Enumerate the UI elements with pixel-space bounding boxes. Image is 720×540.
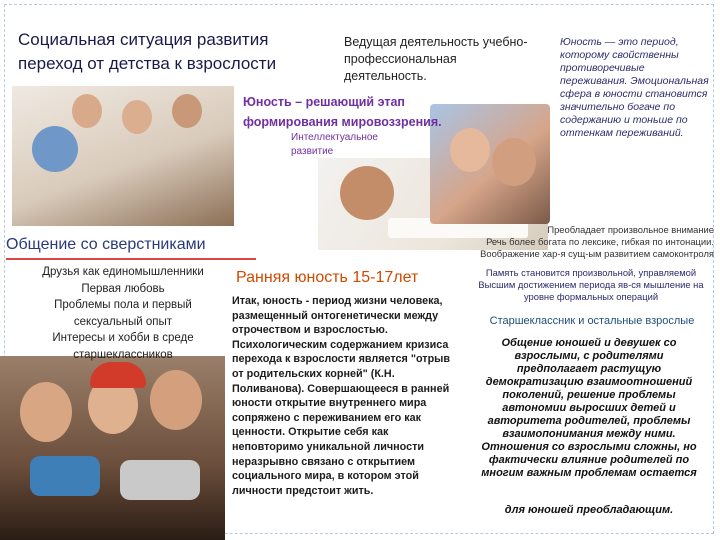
attention-block	[460, 224, 714, 260]
face-shape	[172, 94, 202, 128]
clothing-shape	[120, 460, 200, 500]
group-of-friends-photo	[0, 356, 225, 540]
peers-heading: Общение со сверстниками	[6, 236, 206, 253]
page-title	[18, 28, 276, 76]
face-shape	[340, 166, 394, 220]
imagination-line: Воображение хар-я сущ-ым развитием самоконтроля	[480, 248, 714, 259]
youth-heading: Юность – решающий этап формирования мировоззрения.	[243, 95, 442, 129]
elders-relations-text: Общение юношей и девушек со взрослыми, с родителями предполагает растущую демократизацию взаимоотношений поколений, решение проблемы автономии выросших детей и авторитета родителей, проблемы взаимопонимания между ними. Отношения со взрослыми сложны, но фактически влияние родителей по многим важным проблемам остается	[481, 337, 697, 479]
memory-line: Память становится произвольной, управляемой	[485, 267, 697, 278]
list-item: Друзья как единомышленники	[42, 266, 204, 278]
list-item: Первая любовь	[81, 282, 165, 295]
lead-activity-text: Ведущая деятельность учебно- профессиональная деятельность.	[344, 35, 528, 83]
face-shape	[122, 100, 152, 134]
red-hat-shape	[90, 362, 146, 388]
elders-heading: Старшеклассник и остальные взрослые	[489, 315, 695, 327]
clothing-shape	[30, 456, 100, 496]
title-line-2: переход от детства к взрослости	[18, 54, 277, 73]
speech-line: Речь более богата по лексике, гибкая по интонации.	[486, 236, 714, 247]
elders-conclusion-text: для юношей преобладающим.	[504, 504, 674, 516]
early-youth-heading: Ранняя юность 15-17лет	[236, 269, 419, 286]
intellect-label: Интеллектуальное развитие	[291, 132, 378, 157]
face-shape	[450, 128, 490, 172]
attention-line: Преобладает произвольное внимание	[547, 224, 714, 235]
teens-with-globe-photo	[12, 86, 234, 226]
globe-shape	[32, 126, 78, 172]
face-shape	[72, 94, 102, 128]
face-shape	[150, 370, 202, 430]
peers-underline	[6, 258, 256, 260]
youth-emotions-note: Юность — это период, которому свойственны противоречивые переживания. Эмоциональная сфера в юности становится значительно богаче по содержанию и тоньше по оттенкам переживаний.	[560, 36, 709, 139]
title-line-1: Социальная ситуация развития	[18, 30, 269, 49]
face-shape	[492, 138, 536, 186]
thinking-line: Высшим достижением периода яв-ся мышление на уровне формальных операций	[478, 279, 704, 302]
early-youth-text: Итак, юность - период жизни человека, размещенный онтогенетически между отрочеством и взрослостью. Психологическим содержанием кризиса перехода к взрослости является "отрыв от родительских корней" (К.Н. Поливанова). Совершающееся в ранней юности открытие внутреннего мира сопряжено с переживанием его как ценности. Открытие себя как неповторимо уникальной личности неразрывно связано с открытием социального мира, в котором этой личности предстоит жить.	[232, 295, 451, 497]
list-item: Проблемы пола и первый сексуальный опыт	[54, 299, 192, 328]
face-shape	[20, 382, 72, 442]
memory-block	[468, 267, 714, 303]
peers-list	[28, 264, 218, 363]
list-item: Интересы и хобби в среде старшеклассников	[52, 332, 194, 361]
